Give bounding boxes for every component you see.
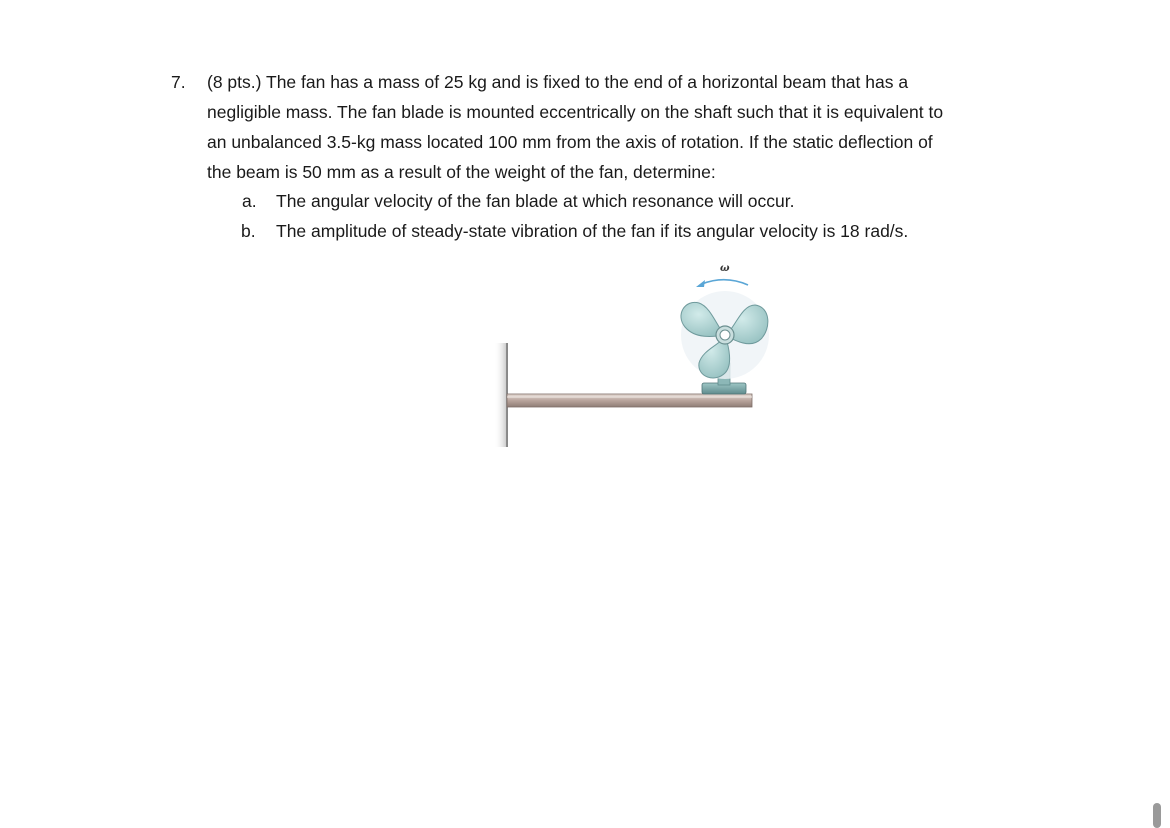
problem-line-4: the beam is 50 mm as a result of the weight of the fan, determine: [207, 162, 716, 182]
problem-line-1: (8 pts.) The fan has a mass of 25 kg and is fixed to the end of a horizontal beam that has a [207, 72, 909, 92]
horizontal-beam [507, 394, 752, 407]
rotation-arrow [696, 280, 748, 287]
part-b-marker: b. [241, 221, 256, 241]
part-b-text: The amplitude of steady-state vibration of the fan if its angular velocity is 18 rad/s. [276, 221, 909, 241]
part-a-marker: a. [242, 191, 257, 211]
problem-number: 7. [171, 72, 186, 92]
problem-line-3: an unbalanced 3.5-kg mass located 100 mm from the axis of rotation. If the static deflection of [207, 132, 933, 152]
fan-beam-figure [480, 255, 780, 455]
fixed-wall [494, 343, 508, 447]
omega-label: ω [720, 263, 730, 274]
vertical-scrollbar-thumb[interactable] [1153, 803, 1161, 828]
problem-line-2: negligible mass. The fan blade is mounted eccentrically on the shaft such that it is equivalent to [207, 102, 944, 122]
part-a-text: The angular velocity of the fan blade at which resonance will occur. [276, 191, 795, 211]
